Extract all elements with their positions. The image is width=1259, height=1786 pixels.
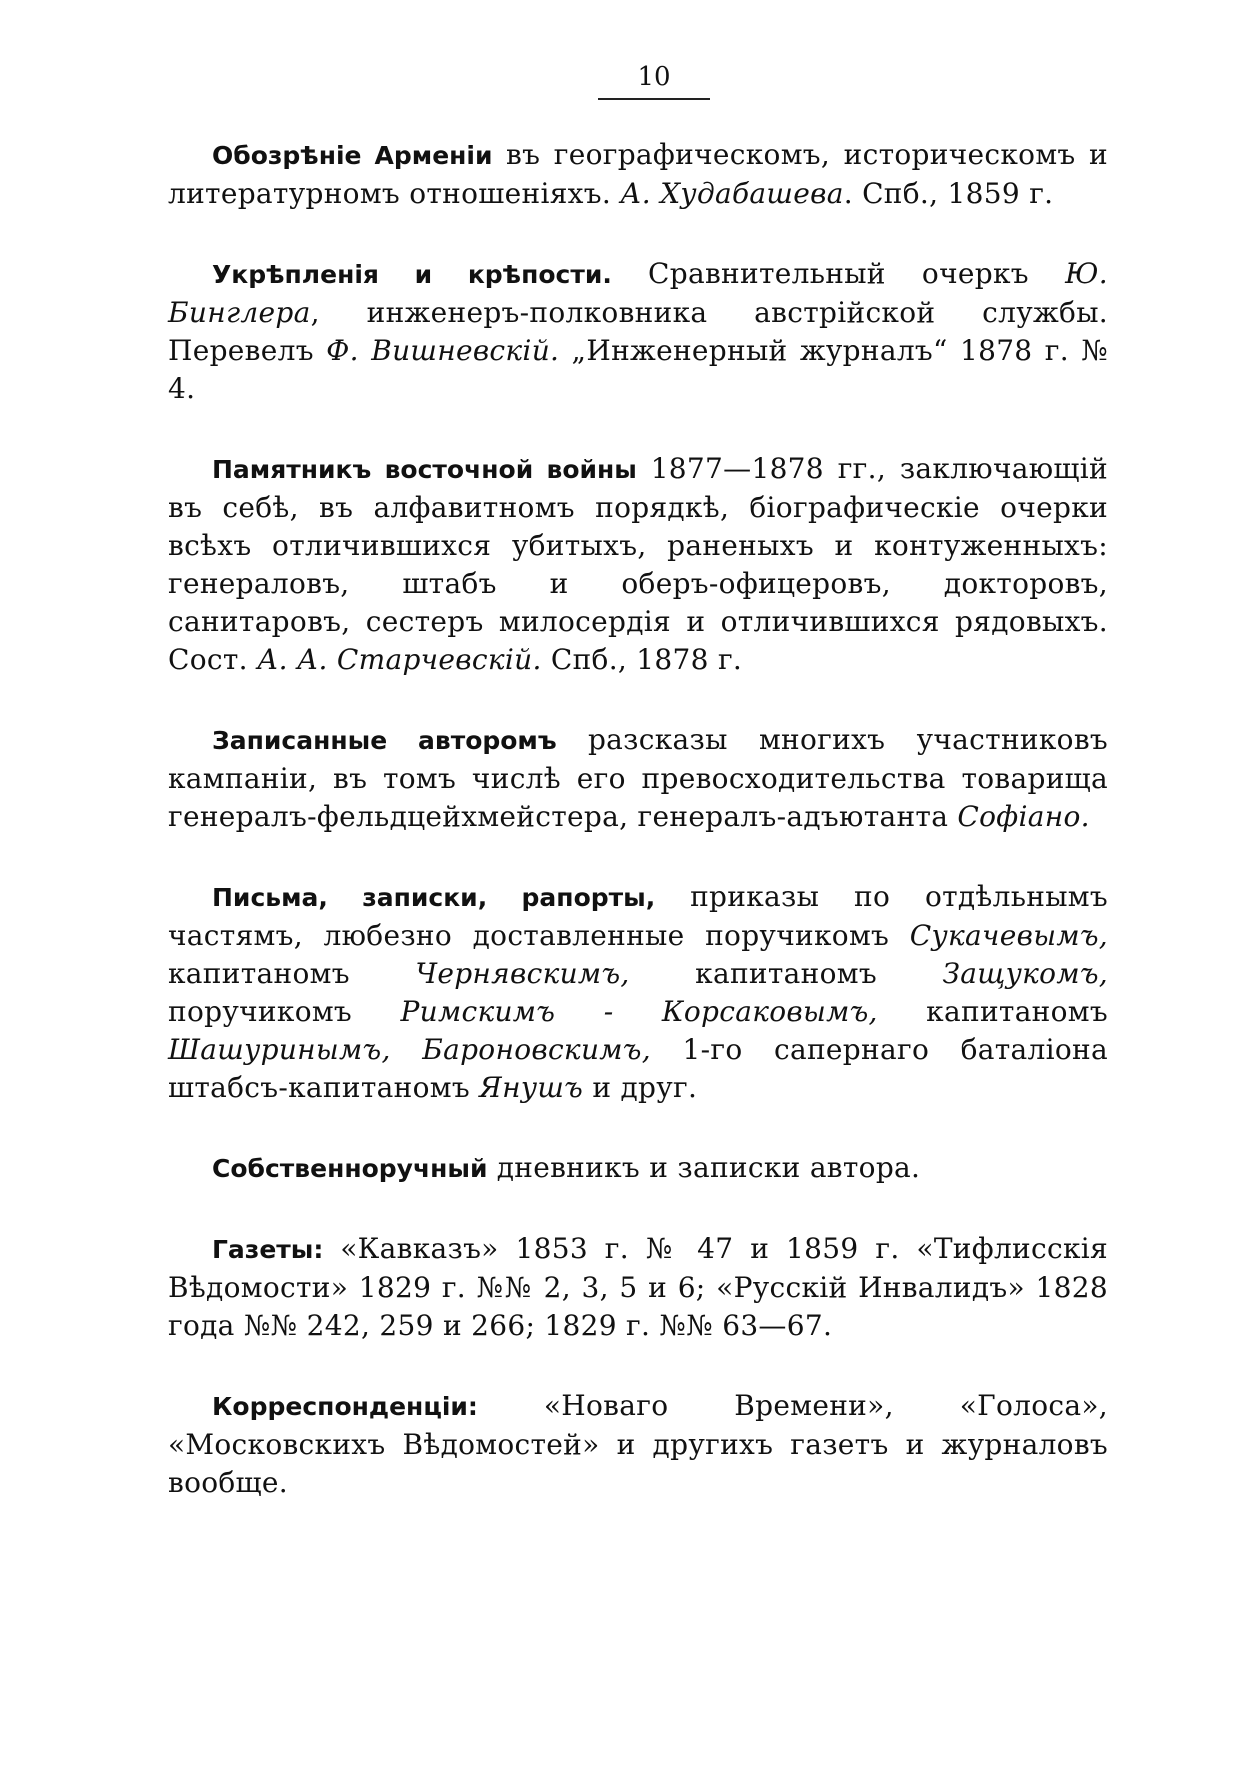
- bibliography-entry: [168, 721, 1108, 836]
- entry-text: и друг.: [583, 1071, 698, 1104]
- entry-text: поручикомъ: [168, 995, 401, 1028]
- entry-italic-text: Ф. Вишневскій.: [326, 334, 560, 367]
- entry-text: „Инженерный журналъ“ 1878 г. № 4.: [168, 334, 1109, 405]
- entry-text: «Новаго Времени», «Голоса», «Московскихъ Вѣдомостей» и другихъ газетъ и журналовъ вообще.: [168, 1389, 1108, 1499]
- entry-text: Спб., 1878 г.: [541, 643, 743, 676]
- entry-text: приказы по отдѣльнымъ частямъ, любезно доставленные поручикомъ: [168, 880, 1108, 952]
- entry-heading: Собственноручный: [212, 1154, 488, 1183]
- entry-heading: Обозрѣніе Арменіи: [212, 141, 493, 170]
- entry-heading: Письма, записки, рапорты,: [212, 883, 656, 912]
- bibliography-entry: [168, 255, 1108, 408]
- entry-italic-text: Чернявскимъ,: [415, 957, 630, 990]
- entry-italic-text: Ю. Бинглера: [168, 257, 1108, 329]
- entry-italic-text: Янушъ: [479, 1071, 584, 1104]
- bibliography-entry: [168, 450, 1108, 679]
- entry-italic-text: Сукачевымъ,: [909, 919, 1108, 952]
- entry-text: , инженеръ-полковника австрійской службы. Перевелъ: [168, 296, 1108, 367]
- entry-italic-text: Защукомъ,: [942, 957, 1109, 990]
- entry-heading: Газеты:: [212, 1235, 324, 1264]
- bibliography-list: [168, 136, 1108, 1544]
- entry-text: . Спб., 1859 г.: [843, 177, 1054, 210]
- page-number: 10: [598, 62, 710, 100]
- entry-heading: Корреспонденціи:: [212, 1392, 478, 1421]
- entry-text: дневникъ и записки автора.: [487, 1151, 921, 1184]
- entry-heading: Укрѣпленія и крѣпости.: [212, 260, 612, 289]
- entry-text: 1877—1878 гг., заключающій въ себѣ, въ алфавитномъ порядкѣ, біографическіе очерки всѣхъ отличившихся убитыхъ, раненыхъ и контуженныхъ: генераловъ, штабъ и оберъ-офицеровъ, докторовъ, санитаровъ, сестеръ милосердія и отличившихся рядовыхъ. Сост.: [168, 452, 1108, 676]
- bibliography-entry: [168, 136, 1108, 213]
- bibliography-entry: [168, 1230, 1108, 1345]
- entry-italic-text: Софіано.: [957, 800, 1090, 833]
- bibliography-entry: [168, 878, 1108, 1107]
- entry-text: 1-го сапернаго баталіона штабсъ-капитаномъ: [168, 1033, 1109, 1104]
- bibliography-entry: [168, 1387, 1108, 1502]
- entry-italic-text: Шашуринымъ, Бароновскимъ,: [168, 1033, 651, 1066]
- entry-text: капитаномъ: [629, 957, 943, 990]
- entry-text: Сравнительный очеркъ: [611, 257, 1066, 290]
- entry-text: капитаномъ: [168, 957, 416, 990]
- entry-heading: Записанные авторомъ: [212, 726, 557, 755]
- entry-italic-text: А. А. Старчевскій.: [257, 643, 542, 676]
- entry-heading: Памятникъ восточной войны: [212, 455, 637, 484]
- bibliography-entry: [168, 1149, 1108, 1188]
- entry-text: капитаномъ: [877, 995, 1108, 1028]
- entry-italic-text: Римскимъ - Корсаковымъ,: [400, 995, 878, 1028]
- entry-text: «Кавказъ» 1853 г. № 47 и 1859 г. «Тифлисскія Вѣдомости» 1829 г. №№ 2, 3, 5 и 6; «Русскій Инвалидъ» 1828 года №№ 242, 259 и 266; 1829 г. №№ 63—67.: [168, 1232, 1108, 1342]
- entry-italic-text: А. Худабашева: [620, 177, 844, 210]
- entry-text: разсказы многихъ участниковъ кампаніи, въ томъ числѣ его превосходительства товарища генералъ-фельдцейхмейстера, генералъ-адъютанта: [168, 723, 1108, 833]
- entry-text: въ географическомъ, историческомъ и литературномъ отношеніяхъ.: [168, 138, 1108, 210]
